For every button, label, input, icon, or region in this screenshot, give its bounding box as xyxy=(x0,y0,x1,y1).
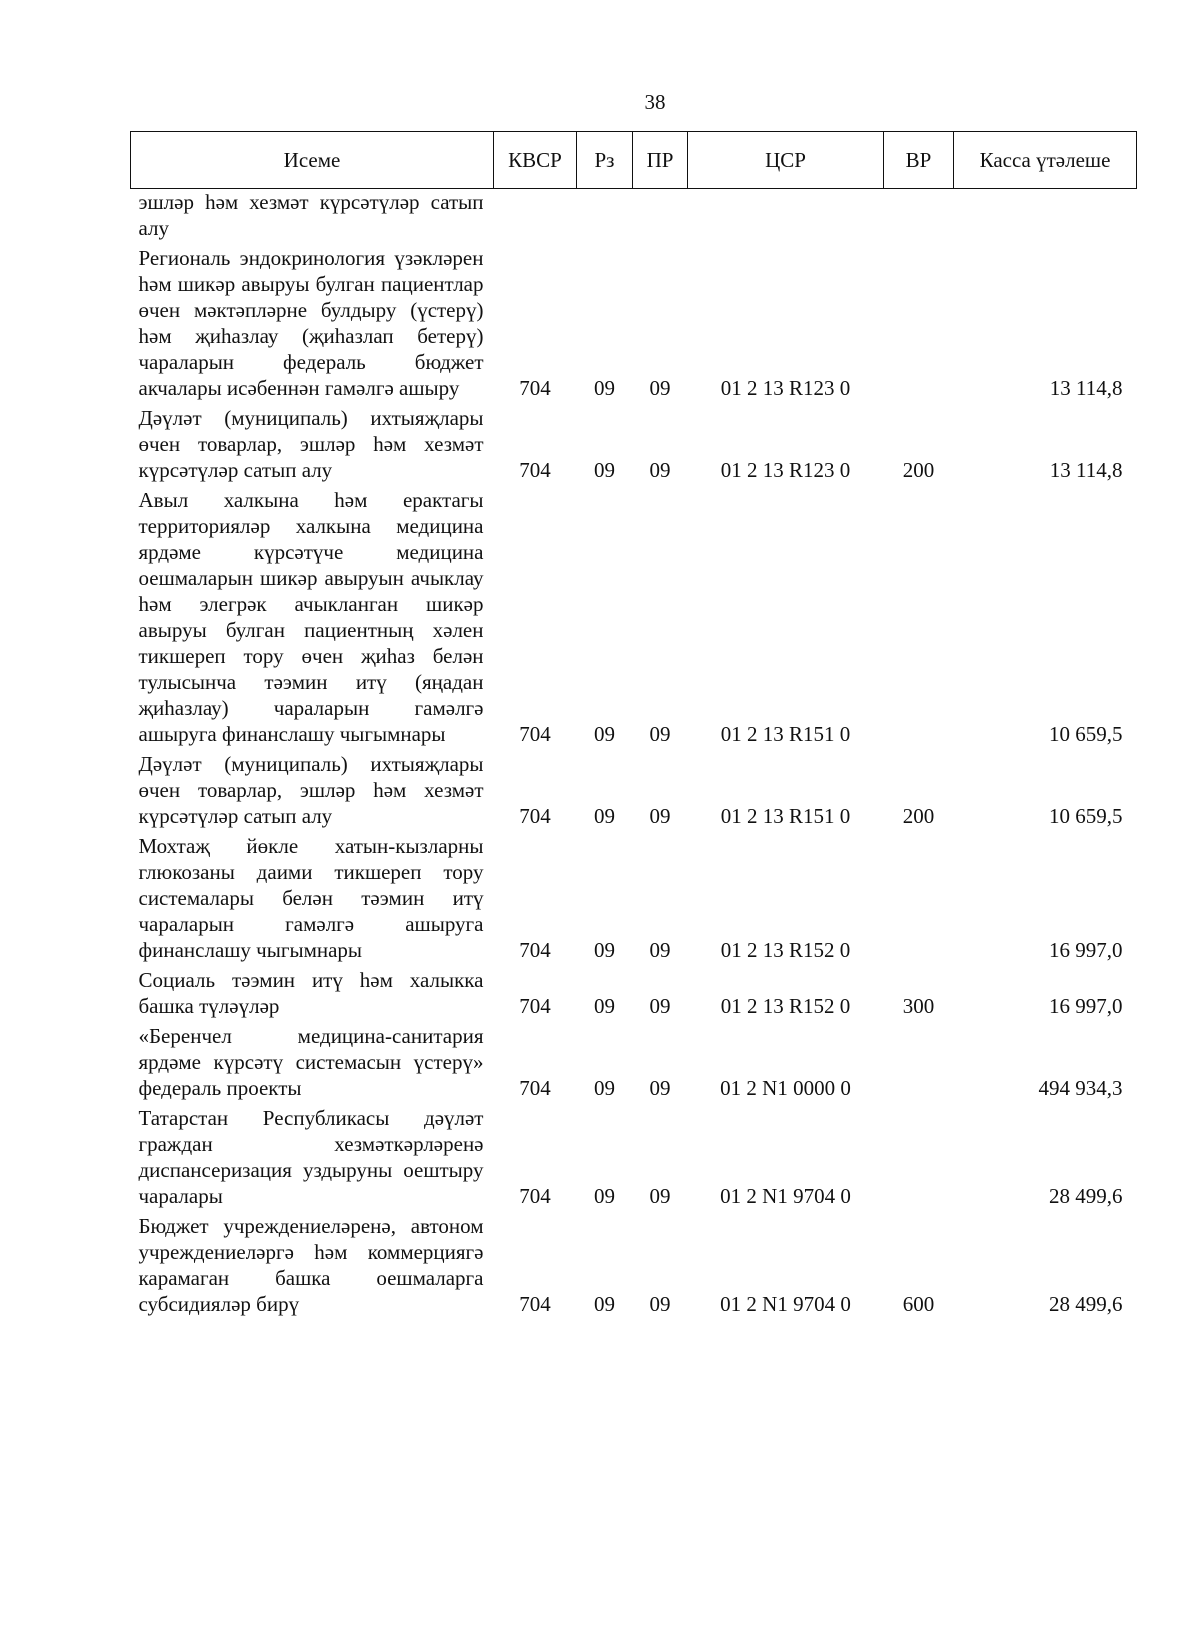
table-row xyxy=(131,967,1137,1023)
row-kassa: 16 997,0 xyxy=(1049,994,1123,1018)
table-row xyxy=(131,1105,1137,1213)
row-kassa: 28 499,6 xyxy=(1049,1292,1123,1316)
header-rz: Рз xyxy=(577,132,633,189)
row-kassa: 16 997,0 xyxy=(1049,938,1123,962)
row-csr xyxy=(688,189,884,246)
header-csr: ЦСР xyxy=(688,132,884,189)
row-pr: 09 xyxy=(649,804,671,828)
row-kvsr: 704 xyxy=(519,994,551,1018)
row-name: Региональ эндокринология үзәкләрен һәм шикәр авыруы булган пациентлар өчен мәктәпләрне булдыру (үстерү) һәм җиһазлау (җиһазлап бетерү) чараларын федераль бюджет акчалары исәбеннән гамәлгә ашыру xyxy=(138,246,484,400)
row-kvsr xyxy=(494,189,577,246)
row-rz: 09 xyxy=(594,458,615,482)
row-kvsr: 704 xyxy=(519,376,551,400)
row-kassa: 10 659,5 xyxy=(1049,722,1123,746)
row-kassa: 13 114,8 xyxy=(1049,376,1123,400)
row-pr: 09 xyxy=(649,1184,671,1208)
row-rz: 09 xyxy=(594,376,615,400)
row-rz: 09 xyxy=(594,938,615,962)
table-row xyxy=(131,405,1137,487)
table-row xyxy=(131,751,1137,833)
budget-table xyxy=(130,131,1137,1321)
row-kvsr: 704 xyxy=(519,1076,551,1100)
table-body xyxy=(131,189,1137,1322)
row-csr: 01 2 N1 9704 0 xyxy=(720,1184,851,1208)
table-row xyxy=(131,1023,1137,1105)
header-vr: ВР xyxy=(884,132,954,189)
row-name: Бюджет учреждениеләренә, автоном учреждениеләргә һәм коммерциягә карамаган башка оешмаларга субсидияләр бирү xyxy=(138,1214,484,1316)
row-vr xyxy=(884,833,954,967)
row-csr: 01 2 13 R151 0 xyxy=(720,722,851,746)
row-kvsr: 704 xyxy=(519,722,551,746)
row-csr: 01 2 13 R151 0 xyxy=(720,804,851,828)
row-rz xyxy=(577,189,633,246)
row-csr: 01 2 N1 9704 0 xyxy=(720,1292,851,1316)
row-pr: 09 xyxy=(649,1292,671,1316)
row-csr: 01 2 13 R123 0 xyxy=(720,458,851,482)
row-vr: 200 xyxy=(902,458,935,482)
header-kvsr: КВСР xyxy=(494,132,577,189)
row-pr xyxy=(633,189,688,246)
row-pr: 09 xyxy=(649,376,671,400)
row-kvsr: 704 xyxy=(519,458,551,482)
row-vr xyxy=(884,1105,954,1213)
row-pr: 09 xyxy=(649,1076,671,1100)
row-pr: 09 xyxy=(649,722,671,746)
header-pr: ПР xyxy=(633,132,688,189)
row-vr xyxy=(884,487,954,751)
row-rz: 09 xyxy=(594,994,615,1018)
row-name: Дәүләт (муниципаль) ихтыяҗлары өчен товарлар, эшләр һәм хезмәт күрсәтүләр сатып алу xyxy=(138,752,484,828)
row-kvsr: 704 xyxy=(519,1184,551,1208)
row-rz: 09 xyxy=(594,722,615,746)
table-row xyxy=(131,487,1137,751)
table-row xyxy=(131,189,1137,246)
row-pr: 09 xyxy=(649,458,671,482)
row-kassa: 10 659,5 xyxy=(1049,804,1123,828)
row-name: Татарстан Республикасы дәүләт граждан хезмәткәрләренә диспансеризация уздыруны оештыру чаралары xyxy=(138,1106,484,1208)
row-csr: 01 2 13 R152 0 xyxy=(720,938,851,962)
row-kassa: 13 114,8 xyxy=(1049,458,1123,482)
row-csr: 01 2 13 R152 0 xyxy=(720,994,851,1018)
row-kvsr: 704 xyxy=(519,938,551,962)
row-name: Дәүләт (муниципаль) ихтыяҗлары өчен товарлар, эшләр һәм хезмәт күрсәтүләр сатып алу xyxy=(138,406,484,482)
row-rz: 09 xyxy=(594,1076,615,1100)
row-vr xyxy=(884,189,954,246)
table-header xyxy=(131,132,1137,189)
page-number: 38 xyxy=(644,90,666,114)
row-name: Мохтаҗ йөкле хатын-кызларны глюкозаны даими тикшереп тору системалары белән тәэмин итү чараларын гамәлгә ашыруга финанслашу чыгымнары xyxy=(138,834,484,962)
table-row xyxy=(131,833,1137,967)
table-row xyxy=(131,1213,1137,1321)
row-rz: 09 xyxy=(594,1292,615,1316)
row-csr: 01 2 13 R123 0 xyxy=(720,376,851,400)
row-kassa: 494 934,3 xyxy=(1038,1076,1123,1100)
row-vr: 200 xyxy=(902,804,935,828)
row-vr xyxy=(884,245,954,405)
row-rz: 09 xyxy=(594,804,615,828)
row-pr: 09 xyxy=(649,994,671,1018)
header-name: Исеме xyxy=(131,132,494,189)
row-pr: 09 xyxy=(649,938,671,962)
row-kassa: 28 499,6 xyxy=(1049,1184,1123,1208)
row-name: Авыл халкына һәм ерактагы территорияләр халкына медицина ярдәме күрсәтүче медицина оешмаларын шикәр авыруын ачыклау һәм элегрәк ачыкланган шикәр авыруы булган пациентның хәлен тикшереп тору өчен җиһаз белән тулысынча тәэмин итү (яңадан җиһазлау) чараларын гамәлгә ашыруга финанслашу чыгымнары xyxy=(138,488,484,746)
row-csr: 01 2 N1 0000 0 xyxy=(720,1076,851,1100)
row-vr: 300 xyxy=(902,994,935,1018)
row-kvsr: 704 xyxy=(519,804,551,828)
header-kassa: Касса үтәлеше xyxy=(954,132,1137,189)
table-row xyxy=(131,245,1137,405)
row-rz: 09 xyxy=(594,1184,615,1208)
row-name: эшләр һәм хезмәт күрсәтүләр сатып алу xyxy=(138,190,484,240)
row-vr: 600 xyxy=(902,1292,935,1316)
row-kassa xyxy=(954,189,1137,246)
row-name: Социаль тәэмин итү һәм халыкка башка түләүләр xyxy=(138,968,484,1018)
row-kvsr: 704 xyxy=(519,1292,551,1316)
row-vr xyxy=(884,1023,954,1105)
row-name: «Беренчел медицина-санитария ярдәме күрсәтү системасын үстерү» федераль проекты xyxy=(138,1024,484,1100)
